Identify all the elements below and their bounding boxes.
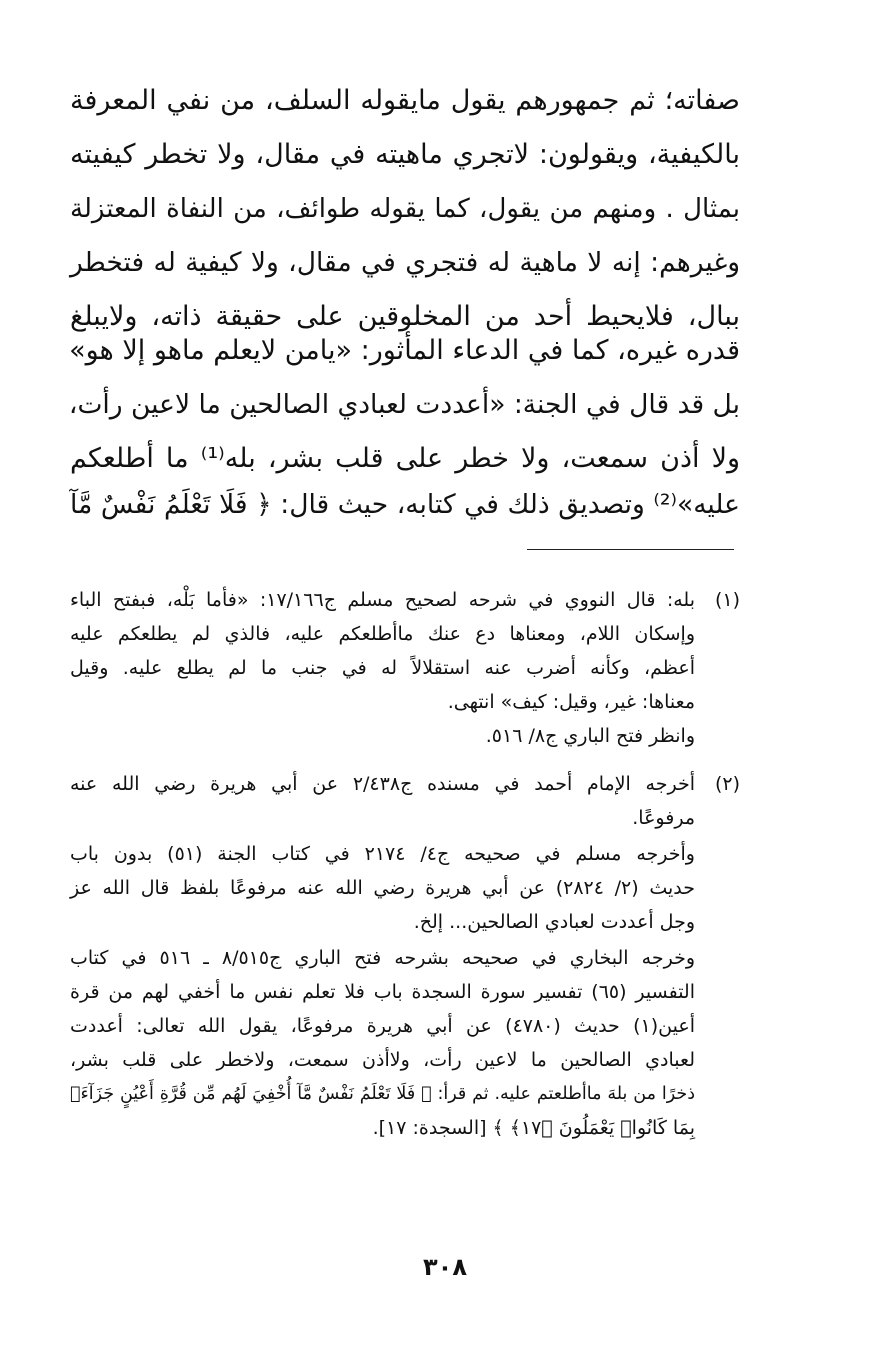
footnote-line: بله: قال النووي في شرحه لصحيح مسلم ج١٧/١٦٦: «فأما بَلْه، فبفتح الباء (70, 589, 695, 611)
footnote-line: وأخرجه مسلم في صحيحه ج٤/ ٢١٧٤ في كتاب الجنة (٥١) بدون باب (70, 843, 695, 865)
main-text-line: عليه»⁽²⁾ وتصديق ذلك في كتابه، حيث قال: ﴿ فَلَا تَعْلَمُ نَفْسٌ مَّآ (70, 489, 740, 520)
main-text-line: بالكيفية، ويقولون: لاتجري ماهيته في مقال، ولا تخطر كيفيته (70, 139, 740, 170)
footnote-line: أعين(١) حديث (٤٧٨٠) عن أبي هريرة مرفوعًا، يقول الله تعالى: أعددت (70, 1015, 695, 1037)
footnote-line: مرفوعًا. (632, 807, 695, 829)
main-text-line: صفاته؛ ثم جمهورهم يقول مايقوله السلف، من نفي المعرفة (70, 85, 740, 116)
main-text-line: وغيرهم: إنه لا ماهية له فتجري في مقال، ولا كيفية له فتخطر (70, 247, 740, 278)
footnote-line: لعبادي الصالحين ما لاعين رأت، ولاأذن سمعت، ولاخطر على قلب بشر، (70, 1049, 695, 1071)
footnote-line: معناها: غير، وقيل: كيف» انتهى. (447, 691, 695, 713)
footnote-line: وجل أعددت لعبادي الصالحين... إلخ. (413, 911, 695, 933)
footnote-line: وخرجه البخاري في صحيحه بشرحه فتح الباري ج٨/٥١٥ ـ ٥١٦ في كتاب (70, 947, 695, 969)
footnote-number: (٢) (714, 773, 740, 795)
footnote-line: التفسير (٦٥) تفسير سورة السجدة باب فلا تعلم نفس ما أخفي لهم من قرة (70, 981, 696, 1003)
main-text-line: بمثال . ومنهم من يقول، كما يقوله طوائف، من النفاة المعتزلة (70, 194, 740, 224)
page-number: ٣٠٨ (423, 1253, 467, 1281)
footnote-line: بِمَا كَانُوا۟ يَعْمَلُونَ ﴿١٧﴾ ﴾ [السجدة: ١٧]. (372, 1117, 695, 1139)
footnote-number: (١) (714, 589, 740, 611)
footnote-line: وانظر فتح الباري ج٨/ ٥١٦. (485, 725, 695, 747)
footnote-line: وإسكان اللام، ومعناها دع عنك ماأطلعكم عليه، فالذي لم يطلعكم عليه (70, 623, 695, 645)
main-text-line: بل قد قال في الجنة: «أعددت لعبادي الصالحين ما لاعين رأت، (68, 389, 740, 420)
footnote-divider (527, 549, 734, 550)
footnote-line: أخرجه الإمام أحمد في مسنده ج٢/٤٣٨ عن أبي هريرة رضي الله عنه (70, 773, 695, 795)
footnote-line: ذخرًا من بلهَ ماأطلعتم عليه. ثم قرأ: ﴿ فَلَا تَعْلَمُ نَفْسٌ مَّآ أُخْفِيَ لَهُم مِّن قُرَّةِ أَعْيُنٍ جَزَآءَۢ (70, 1084, 695, 1104)
main-text-line: ببال، فلايحيط أحد من المخلوقين على حقيقة ذاته، ولايبلغ (70, 301, 740, 332)
footnote-line: حديث (٢/ ٢٨٢٤) عن أبي هريرة رضي الله عنه مرفوعًا بلفظ قال الله عز (70, 877, 695, 899)
footnote-line: أعظم، وكأنه أضرب عنه استقلالاً له في جنب ما لم يطلع عليه. وقيل (70, 657, 695, 679)
main-text-line: قدره غيره، كما في الدعاء المأثور: «يامن لايعلم ماهو إلا هو» (69, 335, 740, 366)
main-text-line: ولا أذن سمعت، ولا خطر على قلب بشر، بله⁽¹⁾ ما أطلعكم (70, 443, 741, 474)
